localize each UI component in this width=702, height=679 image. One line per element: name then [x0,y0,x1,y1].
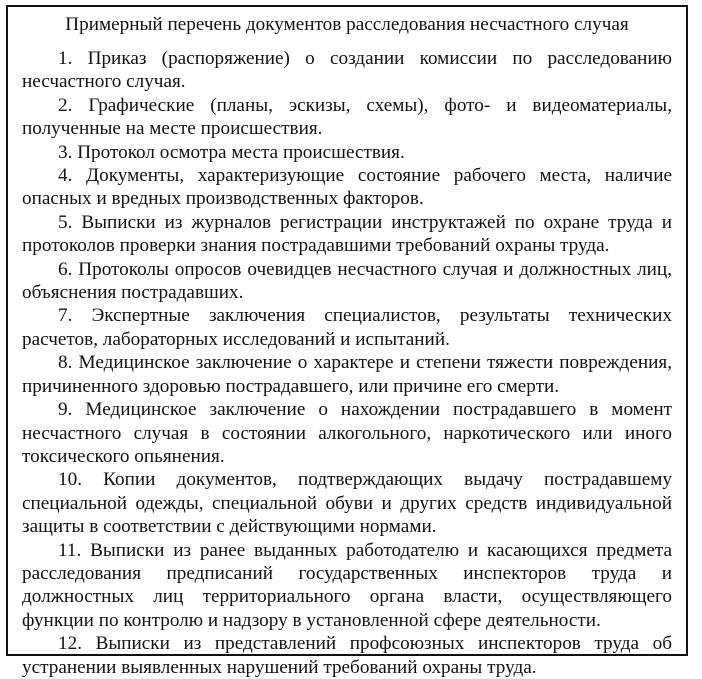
list-item-6: 6. Протоколы опросов очевидцев несчастного случая и должностных лиц, объяснения пострадавших. [22,258,672,304]
list-item-3: 3. Протокол осмотра места происшествия. [58,141,405,163]
list-item-9: 9. Медицинское заключение о нахождении пострадавшего в момент несчастного случая в состоянии алкогольного, наркотического или иного токсического опьянения. [22,399,672,467]
document-list [8,47,686,679]
list-item-2: 2. Графические (планы, эскизы, схемы), фото- и видеоматериалы, полученные на месте происшествия. [22,94,672,140]
list-item-1: 1. Приказ (распоряжение) о создании комиссии по расследованию несчастного случая. [22,48,672,93]
document-frame [6,5,688,678]
list-item-7: 7. Экспертные заключения специалистов, результаты технических расчетов, лабораторных исследований и испытаний. [22,305,672,350]
list-item-8: 8. Медицинское заключение о характере и степени тяжести повреждения, причиненного здоровью пострадавшего, или причине его смерти. [22,352,672,397]
document-title: Примерный перечень документов расследования несчастного случая [65,14,629,35]
list-item-5: 5. Выписки из журналов регистрации инструктажей по охране труда и протоколов проверки знания пострадавшими требований охраны труда. [22,211,672,257]
list-item-11: 11. Выписки из ранее выданных работодателю и касающихся предмета расследования предписаний государственных инспекторов труда и должностных лиц территориального органа власти, осуществляющего функции по контролю и надзору в установленной сфере деятельности. [22,539,672,631]
list-item-10: 10. Копии документов, подтверждающих выдачу пострадавшему специальной одежды, специальной обуви и других средств индивидуальной защиты в соответствии с действующими нормами. [22,469,672,538]
list-item-4: 4. Документы, характеризующие состояние рабочего места, наличие опасных и вредных производственных факторов. [22,165,672,210]
list-item-12: 12. Выписки из представлений профсоюзных инспекторов труда об устранении выявленных нарушений требований охраны труда. [22,633,672,678]
